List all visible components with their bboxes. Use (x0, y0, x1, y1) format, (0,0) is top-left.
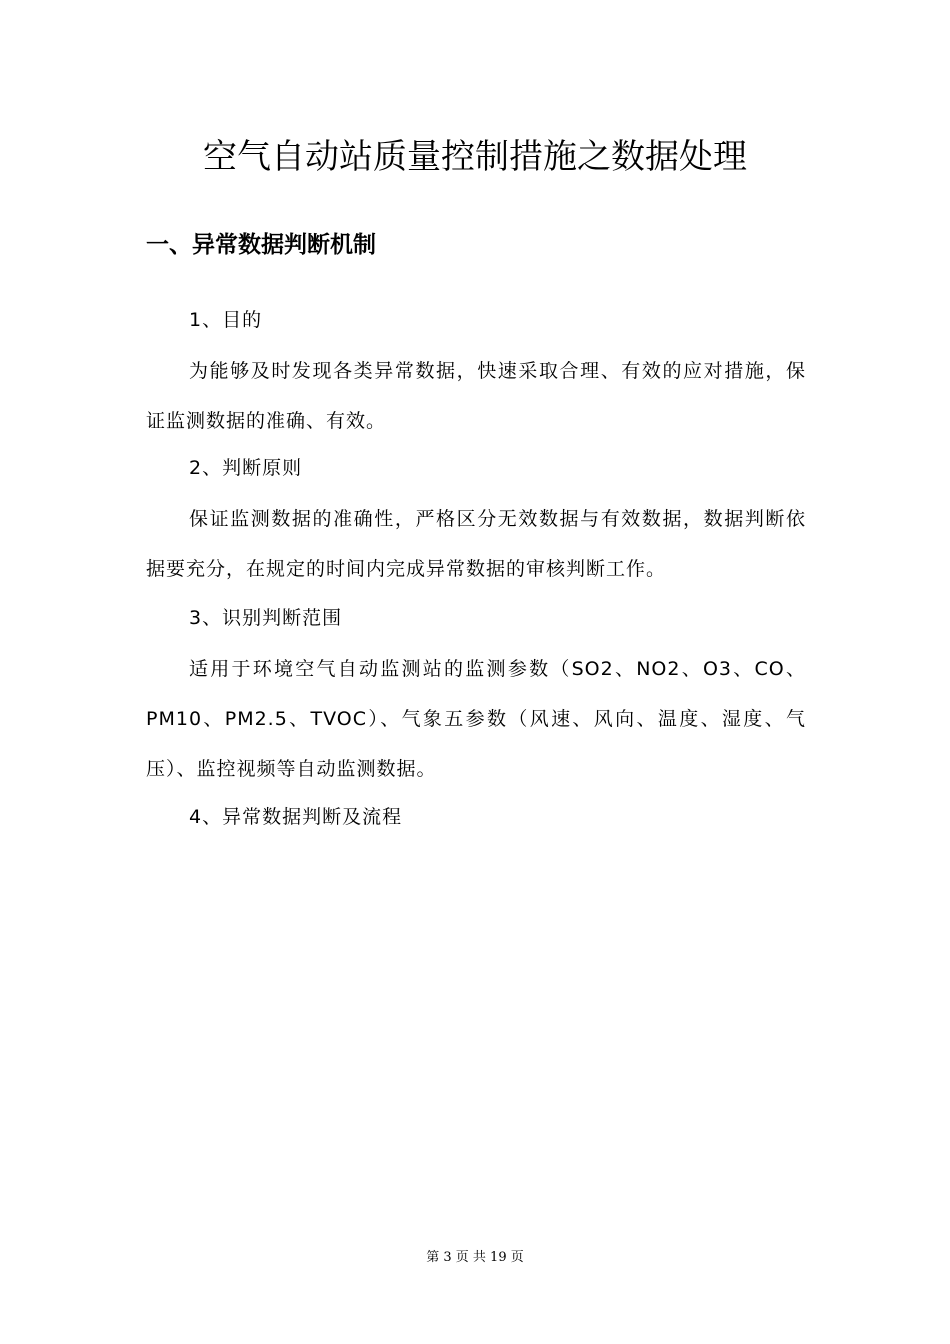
item-heading-principle: 2、判断原则 (189, 457, 303, 479)
item-heading-scope: 3、识别判断范围 (189, 607, 343, 629)
item-heading-purpose: 1、目的 (189, 309, 263, 331)
item-paragraph-scope: 适用于环境空气自动监测站的监测参数（SO2、NO2、O3、CO、PM10、PM2.5、TVOC）、气象五参数（风速、风向、温度、湿度、气压）、监控视频等自动监测数据。 (146, 658, 806, 780)
item-heading-process: 4、异常数据判断及流程 (189, 806, 403, 828)
item-paragraph-principle: 保证监测数据的准确性，严格区分无效数据与有效数据，数据判断依据要充分，在规定的时间内完成异常数据的审核判断工作。 (146, 508, 806, 580)
page-footer: 第 3 页 共 19 页 (426, 1250, 524, 1265)
item-paragraph-purpose: 为能够及时发现各类异常数据，快速采取合理、有效的应对措施，保证监测数据的准确、有效。 (146, 360, 806, 432)
document-title: 空气自动站质量控制措施之数据处理 (203, 137, 747, 177)
section-heading: 一、异常数据判断机制 (146, 232, 376, 258)
